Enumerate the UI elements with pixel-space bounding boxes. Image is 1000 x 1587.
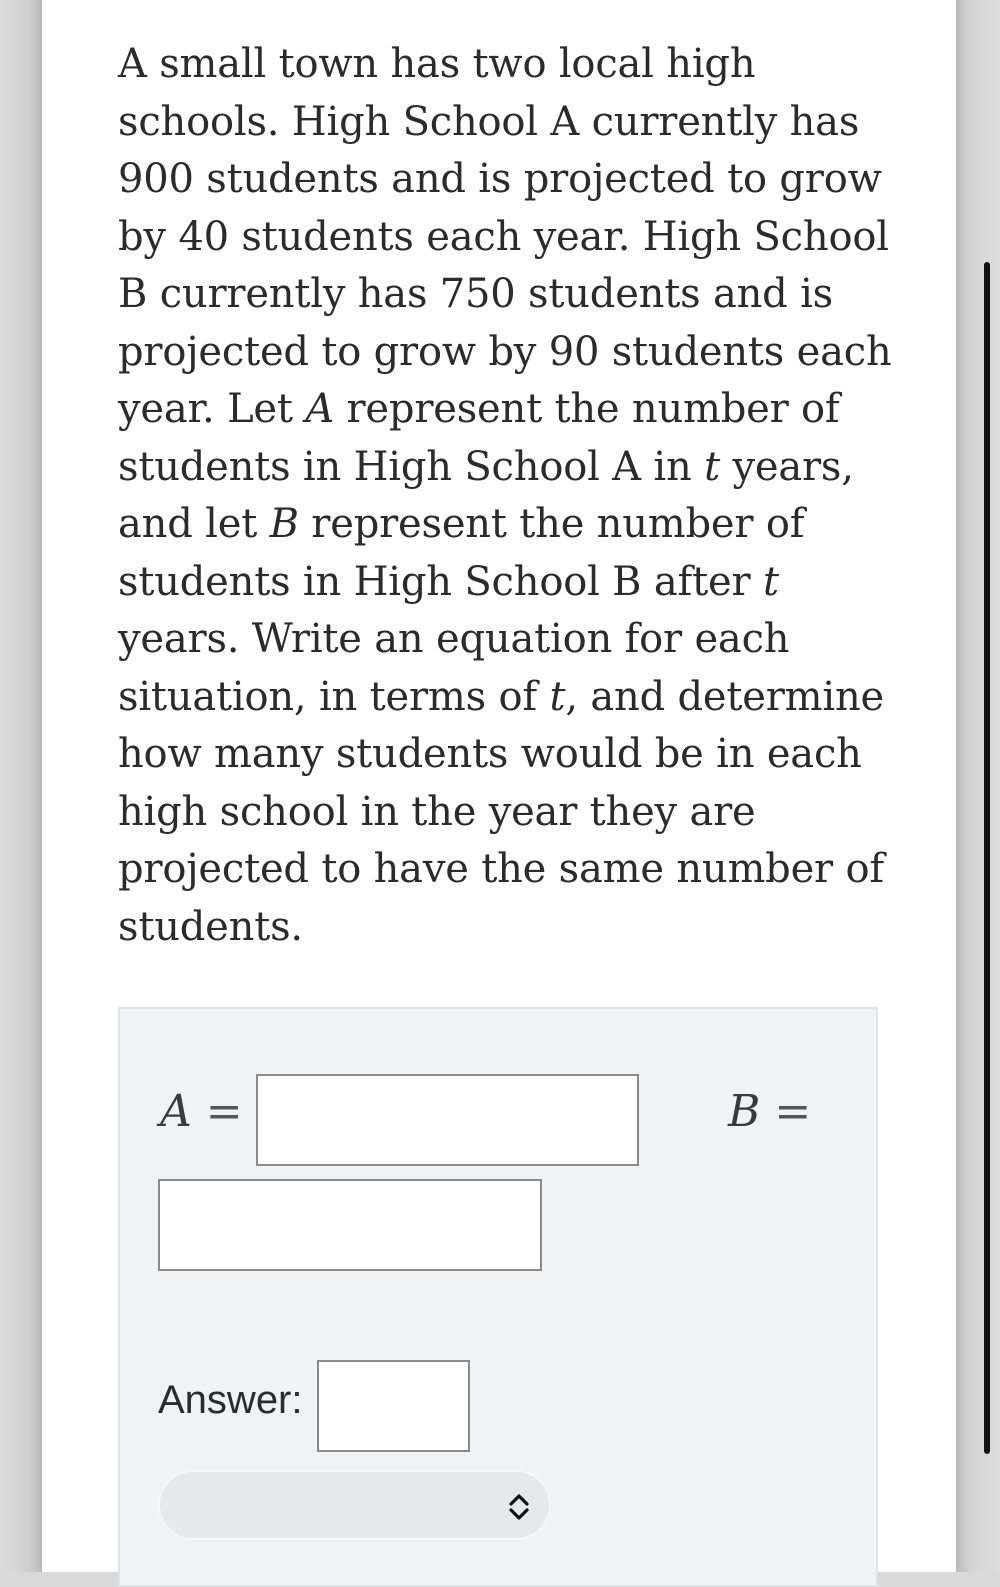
equation-b-input[interactable] bbox=[158, 1179, 542, 1271]
equation-b-label: B = bbox=[728, 1086, 812, 1137]
variable-t: t bbox=[704, 443, 720, 490]
scrollbar[interactable] bbox=[984, 262, 990, 1454]
answer-input[interactable] bbox=[317, 1360, 470, 1452]
equation-a-label: A = bbox=[160, 1086, 243, 1137]
answer-label: Answer: bbox=[158, 1378, 303, 1422]
variable-t: t bbox=[549, 673, 566, 720]
right-background bbox=[956, 0, 1000, 1572]
variable-b: B bbox=[269, 501, 299, 547]
left-background bbox=[0, 0, 42, 1572]
unit-dropdown[interactable] bbox=[158, 1470, 551, 1540]
variable-a: A bbox=[305, 386, 334, 432]
equation-a-input[interactable] bbox=[256, 1074, 639, 1166]
variable-t: t bbox=[762, 558, 779, 605]
question-text: A small town has two local high schools. High School A currently has 900 students and is projected to grow by 40 students each year. High School B currently has 750 students and is projected to grow by 90 students each year. Let A represent the number of students in High School A in t years, and let B represent the number of students in High School B after t years. Write an equation for each situation, in terms of t, and determine how many students would be in each high school in the year they are projected to have the same number of students. bbox=[118, 41, 892, 950]
up-down-chevron-icon bbox=[506, 1492, 532, 1522]
